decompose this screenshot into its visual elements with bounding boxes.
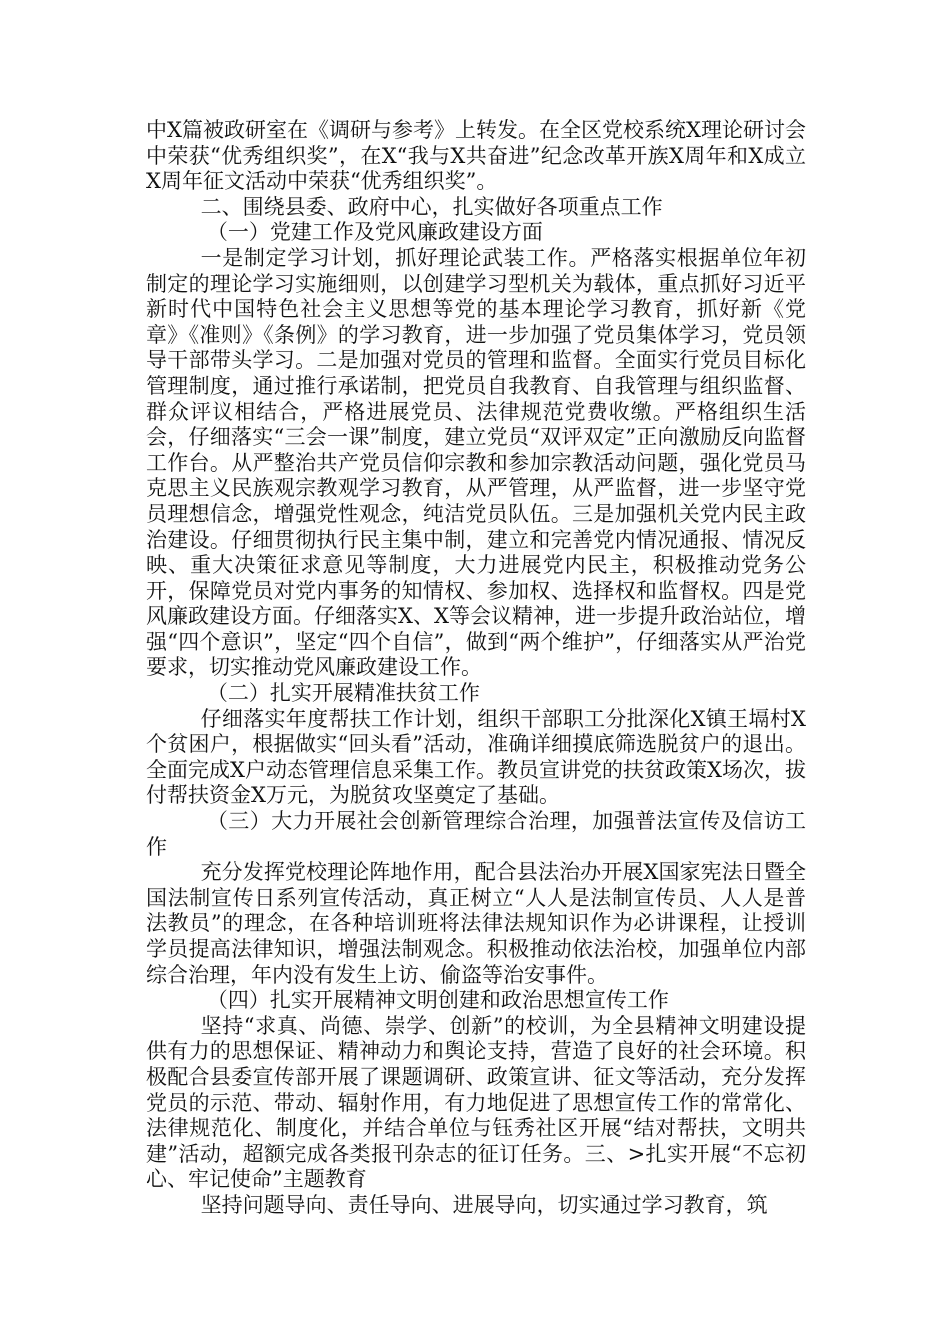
paragraph-civilization-propaganda: 坚持“求真、尚德、崇学、创新”的校训，为全县精神文明建设提供有力的思想保证、精神动力和舆论支持，营造了良好的社会环境。积极配合县委宣传部开展了课题调研、政策宣讲、征文等活动，充分发挥党员的示范、带动、辐射作用，有力地促进了思想宣传工作的常常化、法律规范化、制度化，并结合单位与钰秀社区开展“结对帮扶，文明共建”活动，超额完成各类报刊杂志的征订任务。三、>扎实开展“不忘初心、牢记使命”主题教育: [146, 1013, 806, 1192]
paragraph-party-building: 一是制定学习计划，抓好理论武装工作。严格落实根据单位年初制定的理论学习实施细则，以创建学习型机关为载体，重点抓好习近平新时代中国特色社会主义思想等党的基本理论学习教育，抓好新《党章》《准则》《条例》的学习教育，进一步加强了党员集体学习，党员领导干部带头学习。二是加强对党员的管理和监督。全面实行党员目标化管理制度，通过推行承诺制，把党员自我教育、自我管理与组织监督、群众评议相结合，严格进展党员、法律规范党费收缴。严格组织生活会，仔细落实“三会一课”制度，建立党员“双评双定”正向激励反向监督工作台。从严整治共产党员信仰宗教和参加宗教活动问题，强化党员马克思主义民族观宗教观学习教育，从严管理，从严监督，进一步坚守党员理想信念，增强党性观念，纯洁党员队伍。三是加强机关党内民主政治建设。仔细贯彻执行民主集中制，建立和完善党内情况通报、情况反映、重大决策征求意见等制度，大力进展党内民主，积极推动党务公开，保障党员对党内事务的知情权、参加权、选择权和监督权。四是党风廉政建设方面。仔细落实X、X等会议精神，进一步提升政治站位，增强“四个意识”，坚定“四个自信”，做到“两个维护”，仔细落实从严治党要求，切实推动党风廉政建设工作。: [146, 245, 806, 680]
section-heading-key-work: 二、围绕县委、政府中心，扎实做好各项重点工作: [200, 194, 663, 219]
paragraph-poverty-alleviation: 仔细落实年度帮扶工作计划，组织干部职工分批深化X镇王塥村X个贫困户，根据做实“回头看”活动，准确详细摸底筛选脱贫户的退出。全面完成X户动态管理信息采集工作。教员宣讲党的扶贫政策X场次，拔付帮扶资金X万元，为脱贫攻坚奠定了基础。: [146, 706, 806, 808]
subheading-poverty-alleviation: （二）扎实开展精准扶贫工作: [206, 681, 480, 706]
subheading-civilization-propaganda: （四）扎实开展精神文明创建和政治思想宣传工作: [206, 988, 669, 1013]
subheading-social-governance: （三）大力开展社会创新管理综合治理，加强普法宣传及信访工作: [146, 809, 806, 859]
paragraph-theme-education: 坚持问题导向、责任导向、进展导向，切实通过学习教育，筑: [200, 1192, 768, 1217]
subheading-party-building: （一）党建工作及党风廉政建设方面: [206, 220, 543, 245]
paragraph-award-continuation: 中X篇被政研室在《调研与参考》上转发。在全区党校系统X理论研讨会中荣获“优秀组织奖”，在X“我与X共奋进”纪念改革开族X周年和X成立X周年征文活动中荣获“优秀组织奖”。: [146, 118, 806, 194]
document-body: [146, 118, 806, 1219]
paragraph-social-governance: 充分发挥党校理论阵地作用，配合县法治办开展X国家宪法日暨全国法制宣传日系列宣传活动，真正树立“人人是法制宣传员、人人是普法教员”的理念，在各种培训班将法律法规知识作为必讲课程，让授训学员提高法律知识，增强法制观念。积极推动依法治校，加强单位内部综合治理，年内没有发生上访、偷盗等治安事件。: [146, 860, 806, 987]
